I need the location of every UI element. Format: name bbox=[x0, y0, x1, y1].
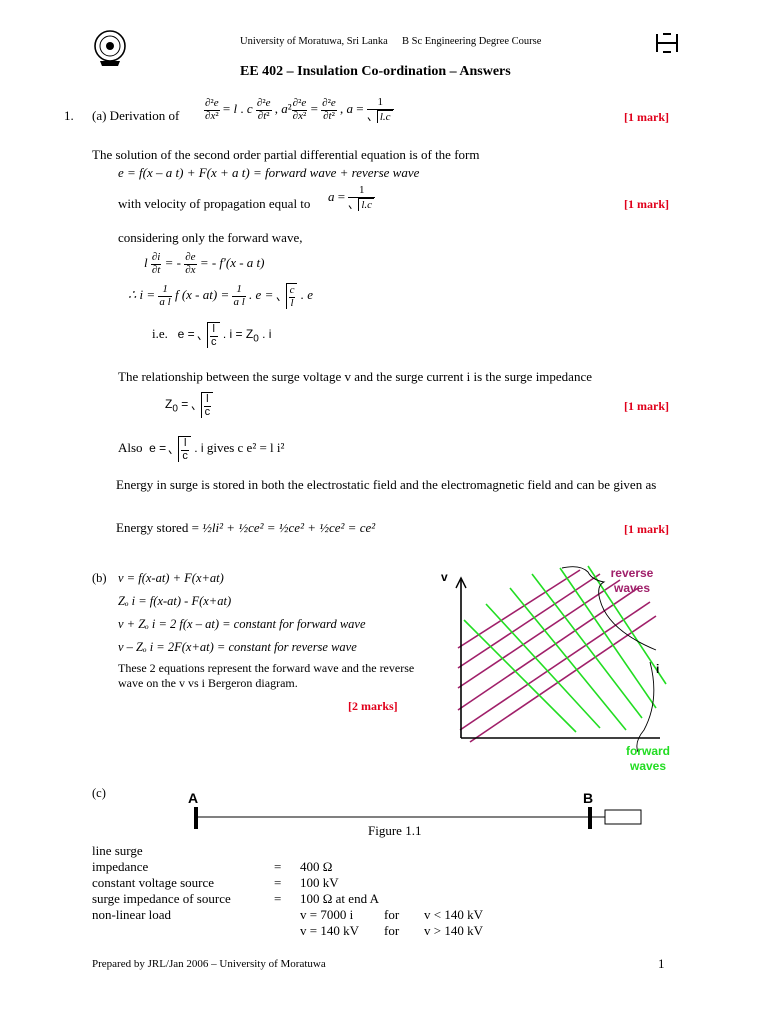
spec-row bbox=[92, 859, 514, 875]
forward-derivation-1: l $\frac{\partial i}{\partial t}$ = - $\frac{\partial e}{\partial x}$ = - f′(x - a t) bbox=[144, 251, 265, 276]
spec-cond2 bbox=[424, 875, 514, 891]
page-title: EE 402 – Insulation Co-ordination – Answers bbox=[240, 64, 511, 79]
spec-label: constant voltage source bbox=[92, 875, 215, 890]
spec-eq bbox=[274, 907, 300, 923]
part-b-label: (b) bbox=[92, 571, 107, 585]
diagram-v-label: v bbox=[441, 570, 448, 584]
node-b-label: B bbox=[583, 790, 594, 806]
mark-4: [1 mark] bbox=[624, 522, 669, 536]
spec-row bbox=[92, 843, 514, 859]
part-c-label: (c) bbox=[92, 786, 106, 800]
footer-prepared: Prepared by JRL/Jan 2006 – University of Moratuwa bbox=[92, 958, 326, 970]
spec-row bbox=[92, 891, 514, 907]
spec-cond1: for bbox=[384, 907, 400, 922]
forward-waves-label: forward waves bbox=[625, 744, 670, 773]
spec-cond2: v < 140 kV bbox=[424, 907, 483, 922]
spec-label: line surge bbox=[92, 843, 143, 858]
spec-value: v = 140 kV bbox=[300, 923, 359, 938]
header-institution: University of Moratuwa, Sri Lanka bbox=[240, 36, 388, 47]
velocity-text: with velocity of propagation equal to bbox=[118, 196, 311, 211]
spec-label: surge impedance of source bbox=[92, 891, 231, 906]
solution-line: The solution of the second order partial differential equation is of the form bbox=[92, 147, 480, 162]
reverse-wave-line bbox=[458, 570, 580, 648]
part-b-mark: [2 marks] bbox=[348, 699, 398, 713]
spec-cond1 bbox=[384, 875, 424, 891]
spec-eq: = bbox=[274, 859, 282, 874]
forward-wave-line bbox=[510, 588, 626, 730]
mark-1: [1 mark] bbox=[624, 110, 669, 124]
spec-cond2 bbox=[424, 859, 514, 875]
wave-solution: e = f(x – a t) + F(x + a t) = forward wave + reverse wave bbox=[118, 165, 420, 180]
part-b-eq-4: v – Zₒ i = 2F(x+at) = constant for reverse wave bbox=[118, 640, 357, 654]
spec-eq: = bbox=[274, 891, 282, 906]
relationship-text: The relationship between the surge voltage v and the surge current i is the surge impedance bbox=[118, 369, 592, 384]
spec-eq: = bbox=[274, 875, 282, 890]
spec-label: impedance bbox=[92, 859, 149, 874]
spec-row bbox=[92, 923, 514, 939]
part-b-explain: These 2 equations represent the forward wave and the reverse wave on the v vs i Bergeron diagram. bbox=[118, 661, 415, 690]
spec-cond1 bbox=[384, 859, 424, 875]
spec-value: 400 Ω bbox=[300, 859, 333, 874]
spec-eq bbox=[274, 923, 300, 939]
energy-text: Energy in surge is stored in both the electrostatic field and the electromagnetic field and can be given as bbox=[116, 477, 657, 492]
mark-3: [1 mark] bbox=[624, 399, 669, 413]
energy-stored-formula: Energy stored = ½li² + ½ce² = ½ce² + ½ce² = ce² bbox=[116, 520, 376, 535]
spec-cond1 bbox=[384, 891, 424, 907]
header-course: B Sc Engineering Degree Course bbox=[402, 36, 542, 47]
reverse-wave-line bbox=[458, 588, 638, 710]
wave-equation-formula: $\frac{\text{∂²e}}{\text{∂x²}}$ = l . c $\frac{\text{∂²e}}{\text{∂t²}}$ , a² $\frac{\text{∂²e}}{\text{∂x²}}$ = $\frac{\text{∂²e}}{\text{∂t²}}$ , a = $\frac{1}{l.c}$ bbox=[204, 97, 394, 123]
velocity-formula: a = $\frac{1}{l.c}$ bbox=[328, 185, 375, 211]
question-number: 1. bbox=[64, 108, 74, 123]
spec-cond2: v > 140 kV bbox=[424, 923, 483, 938]
figure-caption: Figure 1.1 bbox=[368, 823, 422, 838]
spec-label: non-linear load bbox=[92, 907, 172, 922]
ie-label: i.e. bbox=[152, 326, 168, 342]
header-logo-icon bbox=[654, 32, 680, 54]
part-b-eq-3: v + Zₒ i = 2 f(x – at) = constant for forward wave bbox=[118, 617, 366, 631]
spec-value: v = 7000 i bbox=[300, 907, 354, 922]
spec-table bbox=[92, 843, 514, 939]
nonlinear-load-box bbox=[605, 810, 641, 824]
reverse-waves-label: reverse waves bbox=[610, 566, 654, 595]
spec-cond2 bbox=[424, 843, 514, 859]
spec-label bbox=[92, 923, 274, 939]
forward-derivation-2: ∴ i = $\frac{1}{\text{a l}}$ f (x - at) = $\frac{1}{\text{a l}}$ . e = $\frac{c}{l}$ . e bbox=[128, 283, 314, 309]
spec-eq bbox=[274, 843, 300, 859]
spec-value bbox=[300, 843, 384, 859]
spec-value: 100 kV bbox=[300, 875, 339, 890]
reverse-wave-line bbox=[458, 574, 600, 668]
part-a-label: (a) Derivation of bbox=[92, 108, 180, 123]
spec-value: 100 Ω at end A bbox=[300, 891, 379, 906]
impedance-formula: $Z_0$ = $\frac{l}{c}$ bbox=[165, 392, 213, 418]
forward-wave-text: considering only the forward wave, bbox=[118, 230, 303, 245]
diagram-i-label: i bbox=[656, 662, 660, 676]
spec-cond2 bbox=[424, 891, 514, 907]
also-formula: Also e = $\frac{l}{c}$ . i gives c e² = l i² bbox=[118, 437, 285, 462]
part-b-eq-2: Zₒ i = f(x-at) - F(x+at) bbox=[118, 594, 232, 608]
spec-row bbox=[92, 907, 514, 923]
spec-cond1: for bbox=[384, 923, 400, 938]
page-number: 1 bbox=[658, 956, 665, 971]
mark-2: [1 mark] bbox=[624, 197, 669, 211]
spec-cond1 bbox=[384, 843, 424, 859]
node-a-label: A bbox=[188, 790, 199, 806]
spec-row bbox=[92, 875, 514, 891]
ie-formula: i.e. e = $\frac{l}{c}$ . $i = Z_0$ . i bbox=[152, 323, 272, 348]
part-b-eq-1: v = f(x-at) + F(x+at) bbox=[118, 571, 224, 585]
university-seal bbox=[92, 28, 128, 68]
